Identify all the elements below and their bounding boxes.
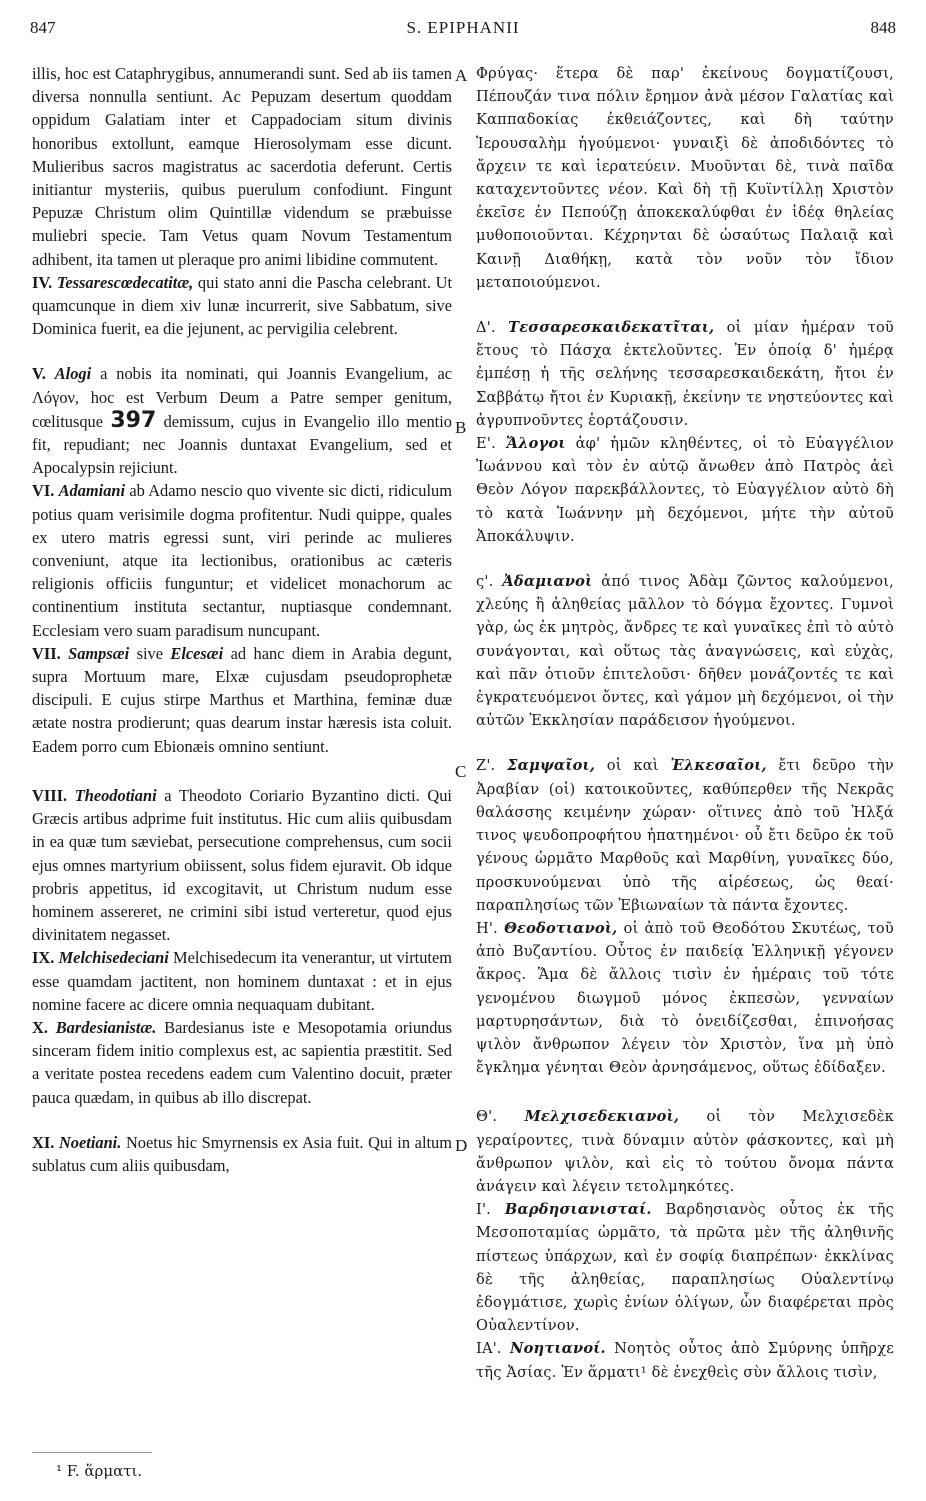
latin-paragraph-vii <box>32 642 452 758</box>
sect-name: Θεοδοτιανοὶ, <box>504 919 618 937</box>
paragraph-text: ad hanc diem in Arabia degunt, supra Mortuum mare, Elxæ cujusdam pseudoprophetæ discipuli. E cujus stirpe Marthus et Marthina, feminæ duæ ætate nostra prodierunt; quas dearum instar hæresis ista coluit. Eadem porro cum Ebionæis omnino sentiunt. <box>32 643 452 756</box>
paragraph-text: sive <box>129 643 171 663</box>
greek-paragraph-vi <box>476 570 894 732</box>
sect-name: Noetiani. <box>58 1132 122 1152</box>
latin-paragraph-iv <box>32 271 452 341</box>
sect-name: Sampsæi <box>68 643 130 663</box>
paragraph-text: οἱ καὶ <box>595 757 671 775</box>
latin-paragraph-v <box>32 362 452 479</box>
sect-name: Bardesianistæ. <box>55 1017 157 1037</box>
section-number: VIII. <box>32 785 68 805</box>
paragraph-text: a nobis ita nominati, qui Joannis Evangelium, ac Λόγον, hoc est Verbum Deum a Patre semper genitum, cœlitusque <box>32 364 452 431</box>
paragraph-text: Bardesianus iste e Mesopotamia oriundus sinceram fidem initio complexus est, ac sapientia præstitit. Sed a veritate postea recedens eadem cum Valentino docuit, præter pauca quædam, in quibus ab illo discrepat. <box>32 1017 452 1107</box>
section-number: Δ'. <box>476 319 496 337</box>
paragraph-text: ἀφ' ἡμῶν κληθέντες, οἱ τὸ Εὐαγγέλιον Ἰωάννου καὶ τὸν ἐν αὐτῷ ἄνωθεν ἀπὸ Πατρὸς ἀεὶ Θεὸν Λόγον παρεκβάλλοντες, τὸ Εὐαγγέλιον αὐτὸ δὴ τὸ κατὰ Ἰωάννην μὴ δεχόμενοι, μήτε τὴν αὐτοῦ Ἀποκάλυψιν. <box>476 435 895 545</box>
page-number-right: 848 <box>870 18 896 37</box>
paragraph-text: ab Adamo nescio quo vivente sic dicti, ridiculum potius quam verisimile dogma profitentur. Nudi quippe, quales ex utero matris egressi sunt, viri perinde ac mulieres conveniunt, atque ita lectionibus, orationibus ac cæteris religionis officiis funguntur; et videlicet monachorum ac continentium instituta sectantur, nuptiasque condemnant. Ecclesiam vero suam paradisum nuncupant. <box>32 481 452 640</box>
paragraph-text: ἔτι δεῦρο τὴν Ἀραβίαν (οἱ) κατοικοῦντες, καθύπερθεν τῆς Νεκρᾶς θαλάσσης κειμένην χώραν· οἵτινες ἀπὸ τοῦ Ἠλξά τινος ψευδοπροφήτου ἠπατημένοι· οὗ ἔτι δεῦρο ἐκ τοῦ γένους ὡρμᾶτο Μαρθοῦς καὶ Μαρθίνη, γυναῖκες δύο, προσκυνούμεναι ὑπὸ τῆς αἱρέσεως, ὡς θεαί· παραπλησίως τῶν Ἐβιωναίων τὰ πάντα ἔχοντες. <box>476 757 894 914</box>
paragraph-text: qui stato anni die Pascha celebrant. Ut quamcunque in diem xiv lunæ incurrerit, sive Sabbatum, sive Dominica fuerit, ea die jejunent, ac pervigilia celebrent. <box>32 272 452 339</box>
paragraph-text: Noetus hic Smyrnensis ex Asia fuit. Qui in altum sublatus cum aliis quibusdam, <box>32 1132 452 1175</box>
running-title: S. EPIPHANII <box>406 18 520 37</box>
sect-name: Νοητιανοί. <box>510 1340 606 1358</box>
latin-paragraph-vi <box>32 479 452 641</box>
page-number-left: 847 <box>30 18 56 37</box>
greek-paragraph-xi <box>476 1337 894 1383</box>
margin-marker-a: A <box>455 66 468 85</box>
paragraph-text: οἱ μίαν ἡμέραν τοῦ ἔτους τὸ Πάσχα ἐκτελοῦντες. Ἐν ὁποίᾳ δ' ἡμέρᾳ ἐμπέσῃ ἡ τῆς σελήνης τεσσαρεσκαιδεκάτη, ἤτοι ἐν Σαββάτῳ ἤτοι ἐν Κυριακῇ, ἐκείνην τε νηστεύοντες καὶ ἀγρυπνοῦντες ἑορτάζουσιν. <box>476 319 895 429</box>
sect-name-alt: Elcesæi <box>170 643 224 663</box>
sect-name: Melchisedeciani <box>58 948 169 968</box>
page-header <box>30 18 896 48</box>
section-number: ΙΑ'. <box>476 1340 502 1358</box>
section-number: IX. <box>32 948 55 968</box>
section-number: IV. <box>32 272 53 292</box>
sect-name: Tessarescœdecatitæ, <box>56 272 194 292</box>
section-number: Θ'. <box>476 1108 498 1126</box>
latin-paragraph-continuation: illis, hoc est Cataphrygibus, annumerandi sunt. Sed ab iis tamen diversa nonnulla sentiunt. Ac Pepuzam desertum quoddam oppidum Galatiam inter et Cappadociam situm divinis honoribus extollunt, eamque Hierosolymam esse dicunt. Mulieribus sacros magistratus ac sacerdotia deferunt. Certis initiantur mysteriis, quibus puerulum confodiunt. Fingunt Pepuzæ Christum olim Quintillæ videndum se præbuisse muliebri specie. Tam Vetus quam Novum Testamentum adhibent, ita tamen ut pleraque pro animi libidine commutent. <box>32 64 452 269</box>
section-number: VI. <box>32 481 55 501</box>
paragraph-text: ἀπό τινος Ἀδὰμ ζῶντος καλούμενοι, χλεύης ἢ ἀληθείας μᾶλλον τὸ δόγμα ἔχοντες. Γυμνοὶ γὰρ, ὡς ἐκ μητρὸς, ἄνδρες τε καὶ γυναῖκες ἐπὶ τὸ αὐτὸ συνάγονται, καὶ οὕτως τὰς ἀναγνώσεις, καὶ εὐχὰς, καὶ πᾶν ὁτιοῦν ἐπιτελοῦσι· δῆθεν μονάζοντές τε καὶ ἐγκρατευόμενοι ὄντες, καὶ γάμον μὴ δεχόμενοι, οἱ τὴν αὐτῶν Ἐκκλησίαν παράδεισον ἡγούμενοι. <box>476 573 894 730</box>
greek-paragraph-v <box>476 432 894 548</box>
footnote-rule <box>32 1452 152 1453</box>
paragraph-text: οἱ ἀπὸ τοῦ Θεοδότου Σκυτέως, τοῦ ἀπὸ Βυζαντίου. Οὗτος ἐν παιδείᾳ Ἑλληνικῇ γέγονεν ἄκρος. Ἅμα δὲ ἄλλοις τισὶν ἐν ἡμέραις τοῦ τότε γενομένου διωγμοῦ μόνος ἐκπεσὼν, γενναίων μαρτυρησάντων, διὰ τὸ ὀνειδίζεσθαι, ἐπινοήσας ψιλὸν ἄνθρωπον λέγειν τὸν Χριστὸν, ἵνα μὴ ὑπὸ ἔγκλημα γένηται Θεὸν ἀρνησάμενος, οὕτως ἐδίδαξεν. <box>476 919 894 1077</box>
sect-name: Μελχισεδεκιανοὶ, <box>524 1108 680 1126</box>
paragraph-text: Βαρδησιανὸς οὗτος ἐκ τῆς Μεσοποταμίας ὡρμᾶτο, τὰ πρῶτα μὲν τῆς ἀληθινῆς πίστεως ὑπάρχων, καὶ ἐν σοφίᾳ διαπρέπων· ἐκκλίνας δὲ τῆς ἀληθείας, παραπλησίως Οὐαλεντίνῳ ἐδογμάτισε, χωρὶς ἐνίων ὀλίγων, ὧν διαφέρεται πρὸς Οὐαλεντίνον. <box>476 1201 894 1335</box>
section-number: ς'. <box>476 573 494 591</box>
greek-paragraph-x <box>476 1198 894 1337</box>
latin-paragraph-ix <box>32 946 452 1016</box>
section-number: VII. <box>32 643 61 663</box>
sect-name: Ἄλογοι <box>505 435 566 453</box>
greek-paragraph-viii <box>476 917 894 1079</box>
paragraph-text: demissum, cujus in Evangelio illo mentio fit, repudiant; nec Joannis duntaxat Evangelium, sed et Apocalypsin rejiciunt. <box>32 411 452 478</box>
margin-marker-d: D <box>455 1136 468 1155</box>
paragraph-text: Νοητὸς οὗτος ἀπὸ Σμύρνης ὑπῆρχε τῆς Ἀσίας. Ἐν ἅρματι¹ δὲ ἐνεχθεὶς σὺν ἄλλοις τισὶν, <box>476 1340 894 1381</box>
greek-paragraph-ix <box>476 1105 894 1198</box>
greek-paragraph-vii <box>476 754 894 916</box>
paragraph-text: Melchisedecum ita venerantur, ut virtutem esse quamdam jactitent, non hominem duntaxat : et in ejus nomine facere ac dicere omnia nequaquam dubitant. <box>32 948 452 1014</box>
paragraph-text: οἱ τὸν Μελχισεδὲκ γεραίροντες, τινὰ δύναμιν αὐτὸν φάσκοντες, καὶ μὴ ἄνθρωπον ψιλὸν, καὶ εἰς τὸ τούτου ὄνομα πάντα ἀνάγειν καὶ λέγειν τετολμηκότες. <box>476 1108 894 1195</box>
sect-name: Alogi <box>54 364 92 384</box>
sect-name: Adamiani <box>58 481 126 501</box>
sect-name: Σαμψαῖοι, <box>507 757 596 775</box>
latin-paragraph-x <box>32 1016 452 1109</box>
margin-marker-b: B <box>455 418 467 437</box>
latin-column <box>32 62 452 1177</box>
sect-name: Ἀδαμιανοὶ <box>502 573 593 591</box>
greek-paragraph-iv <box>476 316 894 432</box>
section-number: V. <box>32 364 46 384</box>
sect-name: Τεσσαρεσκαιδεκατῖται, <box>508 319 715 337</box>
section-number: X. <box>32 1017 48 1037</box>
section-number: Ε'. <box>476 435 496 453</box>
greek-column <box>476 62 894 1384</box>
margin-marker-c: C <box>455 762 467 781</box>
column-number: 397 <box>110 407 157 433</box>
section-number: Ι'. <box>476 1201 492 1219</box>
sect-name: Βαρδησιανισταί. <box>504 1201 652 1219</box>
section-number: Ζ'. <box>476 757 496 775</box>
section-number: XI. <box>32 1132 55 1152</box>
section-number: Η'. <box>476 919 498 937</box>
latin-paragraph-viii <box>32 784 452 946</box>
greek-paragraph-continuation: Φρύγας· ἕτερα δὲ παρ' ἐκείνους δογματίζουσι, Πέπουζάν τινα πόλιν ἔρημον ἀνὰ μέσον Γαλατίας καὶ Καππαδοκίας ἐκθειάζοντες, καὶ δὴ ταύτην Ἱερουσαλὴμ ἡγούμενοι· γυναιξὶ δὲ ἀποδιδόντες τὸ ἄρχειν τε καὶ ἱερατεύειν. Μυοῦνται δὲ, τινὰ παῖδα καταχεντοῦντες νέον. Καὶ δὴ τῇ Κυϊντίλλῃ Χριστὸν ἐκεῖσε ἐν Πεπούζῃ ἀποκεκαλύφθαι ἐν ἰδέᾳ θηλείας μυθοποιοῦνται. Κέχρηνται δὲ ὡσαύτως Παλαιᾷ καὶ Καινῇ Διαθήκῃ, κατὰ τὸν νοῦν τὸν ἴδιον μεταποιούμενοι. <box>476 65 894 291</box>
footnote: ¹ F. ἅρματι. <box>56 1462 143 1480</box>
sect-name: Theodotiani <box>74 785 157 805</box>
latin-paragraph-xi <box>32 1131 452 1177</box>
sect-name-alt: Ἐλκεσαῖοι, <box>670 757 767 775</box>
paragraph-text: a Theodoto Coriario Byzantino dicti. Qui Græcis artibus adprime fuit institutus. Hic cum aliis quibusdam in ea quæ tum sæviebat, persecutione comprehensus, cum socii ejus omnes martyrium obiissent, solus fidem ejuravit. Ob idque probris appetitus, id excogitavit, ut Christum nudum esse hominem assereret, ne crimini sibi istud verteretur, quod ejus divinitatem negasset. <box>32 785 452 945</box>
